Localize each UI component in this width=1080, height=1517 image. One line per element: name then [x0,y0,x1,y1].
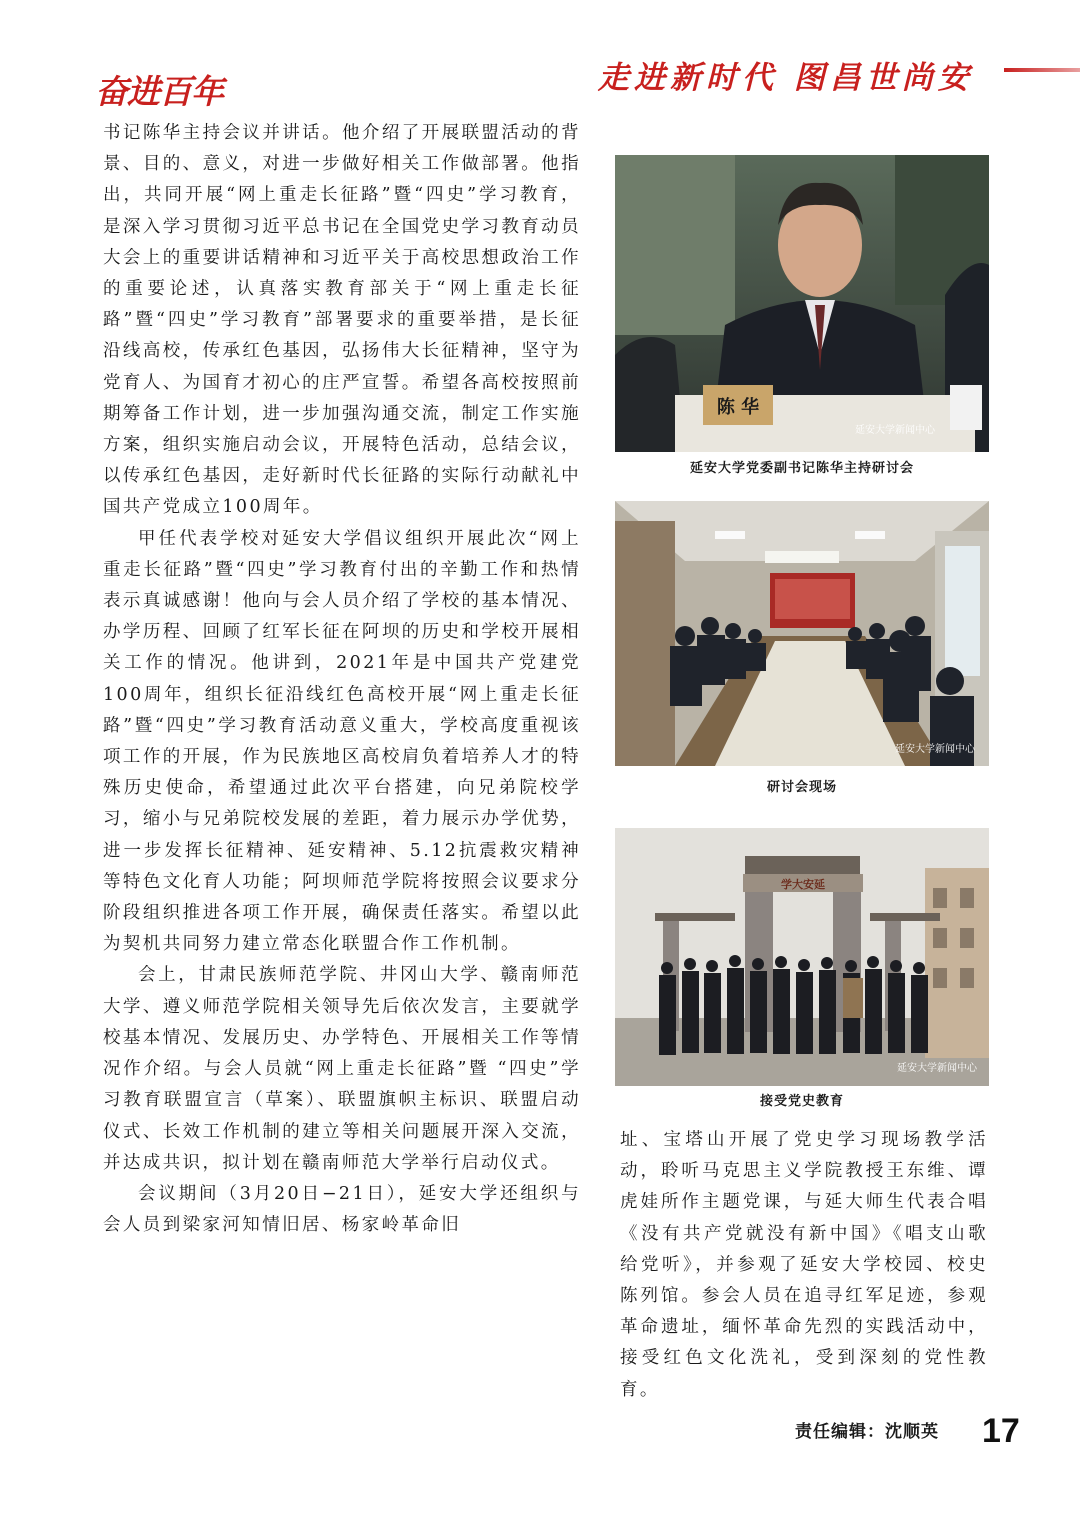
photo-meeting [615,501,989,766]
photo-caption: 研讨会现场 [766,780,837,795]
header-slogan: 走进新时代 图昌世尚安 [598,60,974,96]
article-right-column [620,1125,988,1406]
photo-watermark: 延安大学新闻中心 [855,425,935,436]
magazine-logo: 奋进百年 [95,72,223,111]
paragraph: 书记陈华主持会议并讲话。他介绍了开展联盟活动的背景、目的、意义，对进一步做好相关工作做部署。他指出，共同开展“网上重走长征路”暨“四史”学习教育，是深入学习贯彻习近平总书记在全国党史学习教育动员大会上的重要讲话精神和习近平关于高校思想政治工作的重要论述，认真落实教育部关于“网上重走长征路”暨“四史”学习教育”部署要求的重要举措，是长征沿线高校，传承红色基因，弘扬伟大长征精神，坚守为党育人、为国育才初心的庄严宣誓。希望各高校按照前期筹备工作计划，进一步加强沟通交流，制定工作实施方案，组织实施启动会议，开展特色活动，总结会议，以传承红色基因，走好新时代长征路的实际行动献礼中国共产党成立100周年。 [103,123,581,518]
photo-group [615,828,989,1086]
gate-sign-text: 学大安延 [781,878,825,891]
nameplate-text: 陈 华 [716,397,760,418]
photo-watermark: 延安大学新闻中心 [895,744,975,755]
photo-watermark: 延安大学新闻中心 [897,1063,977,1074]
header-rule [1004,68,1080,72]
paragraph: 址、宝塔山开展了党史学习现场教学活动，聆听马克思主义学院教授王东维、谭虎娃所作主题党课，与延大师生代表合唱《没有共产党就没有新中国》《唱支山歌给党听》，并参观了延安大学校园、校史陈列馆。参会人员在追寻红军足迹，参观革命遗址，缅怀革命先烈的实践活动中，接受红色文化洗礼，受到深刻的党性教育。 [620,1130,988,1400]
paragraph: 甲任代表学校对延安大学倡议组织开展此次“网上重走长征路”暨“四史”学习教育付出的辛勤工作和热情表示真诚感谢！他向与会人员介绍了学校的基本情况、办学历程、回顾了红军长征在阿坝的历史和学校开展相关工作的情况。他讲到，2021年是中国共产党建党100周年，组织长征沿线红色高校开展“网上重走长征路”暨“四史”学习教育活动意义重大，学校高度重视该项工作的开展，作为民族地区高校肩负着培养人才的特殊历史使命，希望通过此次平台搭建，向兄弟院校学习，缩小与兄弟院校发展的差距，着力展示办学优势，进一步发挥长征精神、延安精神、5.12抗震救灾精神等特色文化育人功能；阿坝师范学院将按照会议要求分阶段组织推进各项工作开展，确保责任落实。希望以此为契机共同努力建立常态化联盟合作工作机制。 [103,528,581,955]
photo-caption: 延安大学党委副书记陈华主持研讨会 [689,461,914,476]
paragraph: 会议期间（3月20日−21日），延安大学还组织与会人员到梁家河知情旧居、杨家岭革命旧 [103,1183,581,1236]
photo-speaker [615,155,989,452]
photo-caption: 接受党史教育 [759,1094,844,1109]
page-number: 17 [982,1412,1020,1450]
article-left-column [103,118,581,1241]
responsible-editor: 责任编辑：沈顺英 [795,1422,939,1442]
paragraph: 会上，甘肃民族师范学院、井冈山大学、赣南师范大学、遵义师范学院相关领导先后依次发言，主要就学校基本情况、发展历史、办学特色、开展相关工作等情况作介绍。与会人员就“网上重走长征路”暨 “四史”学习教育联盟宣言（草案）、联盟旗帜主标识、联盟启动仪式、长效工作机制的建立等相关问题展开深入交流，并达成共识，拟计划在赣南师范大学举行启动仪式。 [103,965,581,1173]
